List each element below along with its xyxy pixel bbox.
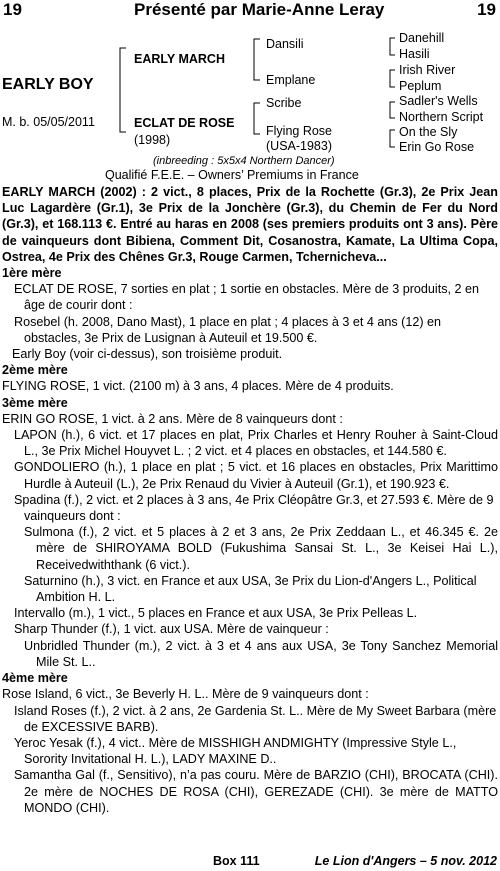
produce-island-roses: Island Roses (f.), 2 vict. à 2 ans, 2e Gardenia St. L.. Mère de My Sweet Barbara (mère de EXCESSIVE BARB). (14, 703, 497, 734)
sire-name: EARLY MARCH (134, 52, 225, 66)
fourth-dam-paragraph: Rose Island, 6 vict., 3e Beverly H. L.. Mère de 9 vainqueurs dont : (2, 687, 369, 702)
gen4-1: Danehill (399, 31, 445, 45)
lot-number-left: 19 (3, 0, 22, 19)
inbreeding-note: (inbreeding : 5x5x4 Northern Dancer) (153, 155, 335, 167)
granddam-dam: Flying Rose (266, 124, 332, 138)
gen4-7: On the Sly (399, 125, 458, 139)
produce-rosebel: Rosebel (h. 2008, Dano Mast), 1 place en plat ; 4 places à 3 et 4 ans (12) en obstacles, 3e Prix de Lusignan à Auteuil et 19.500 €. (14, 314, 442, 345)
produce-lapon: LAPON (h.), 6 vict. et 17 places en plat, Prix Charles et Henry Rouher à Saint-Cloud L., 3e Prix Michel Houyvet L. ; 2 vict. et 4 places en obstacles, et 144.580 €. (14, 428, 498, 459)
produce-samantha-gal: Samantha Gal (f., Sensitivo), n’a pas couru. Mère de BARZIO (CHI), BROCATA (CHI). 2e mère de NOCHES DE ROSA (CHI), GEREZADE (CHI). 3e mère de MATTO MONDO (CHI). (14, 768, 498, 815)
qualification: Qualifié F.E.E. – Owners’ Premiums in France (105, 168, 359, 182)
fourth-dam-heading: 4ème mère (2, 671, 68, 686)
produce-unbridled-thunder: Unbridled Thunder (m.), 2 vict. à 3 et 4 ans aux USA, 3e Tony Sanchez Memorial Mile St. L.. (24, 638, 498, 669)
gen4-5: Sadler's Wells (399, 94, 478, 108)
gen4-4: Peplum (399, 79, 442, 93)
produce-saturnino: Saturnino (h.), 3 vict. en France et aux USA, 3e Prix du Lion-d'Angers L., Political Ambition H. L. (24, 573, 477, 605)
second-dam-paragraph: FLYING ROSE, 1 vict. (2100 m) à 3 ans, 4 places. Mère de 4 produits. (2, 379, 394, 394)
first-dam-heading: 1ère mère (2, 266, 62, 281)
produce-sharp-thunder: Sharp Thunder (f.), 1 vict. aux USA. Mère de vainqueur : (14, 622, 329, 637)
grandsire-dam: Scribe (266, 96, 302, 110)
produce-gondoliero: GONDOLIERO (h.), 1 place en plat ; 5 vict. et 16 places en obstacles, Prix Marittimo Hurdle à Auteuil (L.), 2e Prix Renaud du Vivier à Auteuil (Gr.1), et 190.923 €. (14, 460, 498, 491)
second-dam-heading: 2ème mère (2, 363, 68, 378)
produce-early-boy: Early Boy (voir ci-dessus), son troisième produit. (12, 347, 283, 362)
horse-info: M. b. 05/05/2011 (2, 115, 95, 129)
gen4-8: Erin Go Rose (399, 140, 475, 154)
sale-info: Le Lion d'Angers – 5 nov. 2012 (314, 854, 497, 868)
dam-year: (1998) (134, 133, 171, 147)
granddam-sire: Emplane (266, 73, 316, 87)
produce-yeroc-yesak: Yeroc Yesak (f.), 4 vict.. Mère de MISSHIGH ANDMIGHTY (Impressive Style L., Sorority Invitational H. L.), LADY MAXINE D.. (14, 735, 457, 767)
gen4-6: Northern Script (399, 110, 484, 124)
box-number: Box 111 (213, 854, 260, 868)
gen4-3: Irish River (399, 63, 456, 77)
gen4-2: Hasili (399, 47, 430, 61)
catalogue-body (2, 184, 498, 816)
produce-sulmona: Sulmona (f.), 2 vict. et 5 places à 2 et 3 ans, 2e Prix Zeddaan L., et 46.345 €. 2e mère de SHIROYAMA BOLD (Fukushima Sansai St. L., 3e Keisei Hai L.), Receivedwiththank (6 vict.). (24, 525, 498, 572)
horse-name: EARLY BOY (2, 76, 94, 93)
produce-spadina: Spadina (f.), 2 vict. et 2 places à 3 ans, 4e Prix Cléopâtre Gr.3, et 27.593 €. Mère de 9 vainqueurs dont : (14, 492, 494, 524)
dam-name: ECLAT DE ROSE (134, 116, 235, 130)
third-dam-heading: 3ème mère (2, 395, 68, 410)
third-dam-paragraph: ERIN GO ROSE, 1 vict. à 2 ans. Mère de 8 vainqueurs dont : (2, 411, 343, 426)
first-dam-paragraph: ECLAT DE ROSE, 7 sorties en plat ; 1 sortie en obstacles. Mère de 3 produits, 2 en âge de courir dont : (14, 282, 480, 313)
granddam-dam-origin: (USA-1983) (266, 139, 332, 153)
sire-paragraph: EARLY MARCH (2002) : 2 vict., 8 places, Prix de la Rochette (Gr.3), 2e Prix Jean Luc Lagardère (Gr.1), 3e Prix de la Jonchère (Gr.3), du Chemin de Fer du Nord (Gr.3), et 168.113 €. Entré au haras en 2008 (ses premiers produits ont 3 ans). Père de vainqueurs dont Bibiena, Comment Dit, Cosanostra, Kamate, La Ultima Copa, Ostrea, 4e Prix des Chênes Gr.3, Rouge Carmen, Tchernicheva... (2, 185, 498, 264)
grandsire-sire: Dansili (266, 37, 304, 51)
presenter-title: Présenté par Marie-Anne Leray (134, 0, 385, 19)
produce-intervallo: Intervallo (m.), 1 vict., 5 places en France et aux USA, 3e Prix Pelleas L. (14, 606, 418, 621)
lot-number-right: 19 (477, 0, 496, 19)
